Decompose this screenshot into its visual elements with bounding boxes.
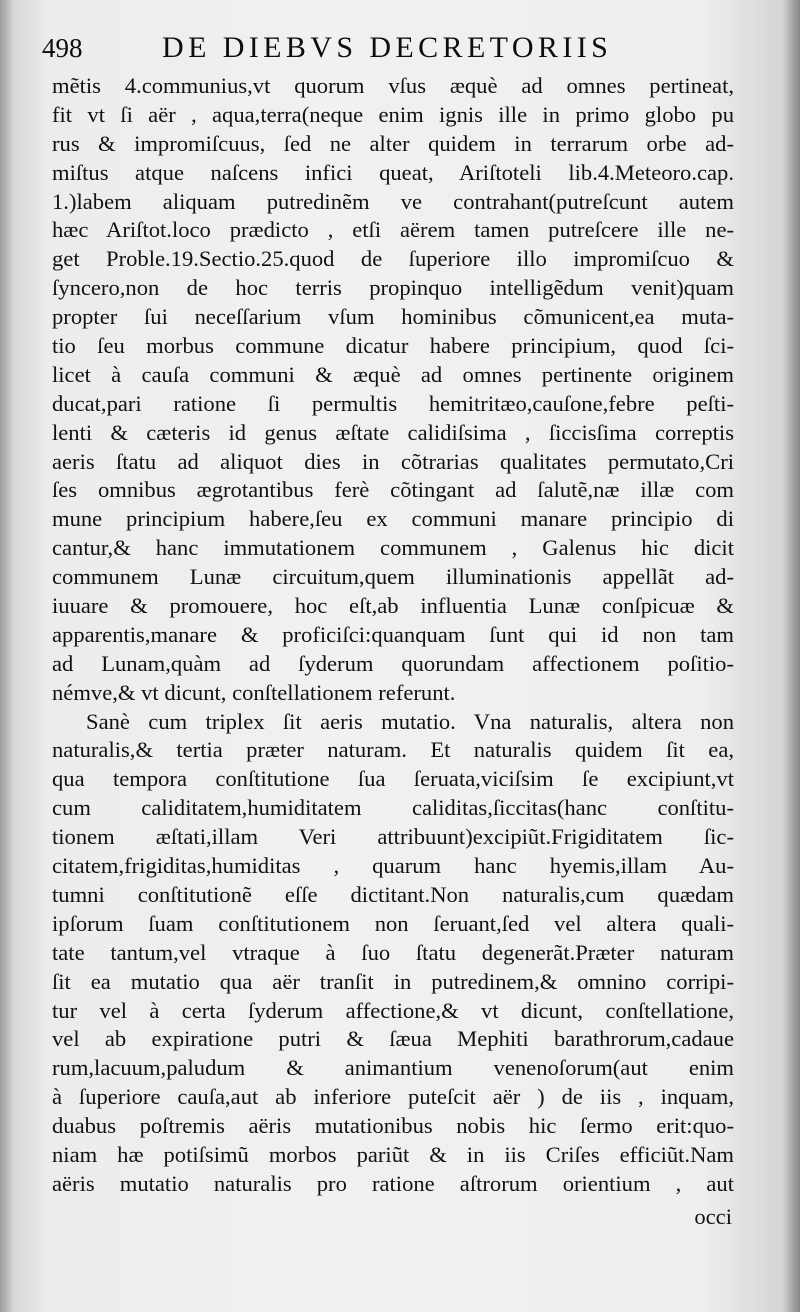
text-line: némve,& vt dicunt, conſtellationem referunt. [52, 679, 456, 705]
text-line: licet à cauſa communi & æquè ad omnes pertinente originem [52, 361, 734, 387]
text-line: aëris mutatio naturalis pro ratione aſtrorum orientium , aut [52, 1170, 734, 1196]
text-block [52, 72, 734, 1199]
catchword: occi [694, 1204, 732, 1229]
text-line: mune principium habere,ſeu ex communi manare principio di [52, 506, 734, 532]
running-title: DE DIEBVS DECRETORIIS [162, 31, 613, 64]
edge-shadow [782, 0, 800, 1312]
text-line: ſes omnibus ægrotantibus ferè cõtingant ad ſalutẽ,næ illæ com [52, 477, 734, 503]
text-line: ducat,pari ratione ſi permultis hemitritæo,cauſone,febre peſti- [52, 390, 734, 416]
text-line: get Proble.19.Sectio.25.quod de ſuperiore illo impromiſcuo & [52, 246, 734, 272]
paragraph-2 [52, 708, 734, 1199]
text-line: à ſuperiore cauſa,aut ab inferiore puteſcit aër ) de iis , inquam, [52, 1084, 734, 1110]
text-line: aeris ſtatu ad aliquot dies in cõtrarias qualitates permutato,Cri [52, 448, 734, 474]
text-line: tumni conſtitutionẽ eſſe dictitant.Non naturalis,cum quædam [52, 881, 734, 907]
text-line: 1.)labem aliquam putredinẽm ve contrahant(putreſcunt autem [52, 188, 734, 214]
running-head [42, 30, 742, 70]
text-line: rum,lacuum,paludum & animantium venenoſorum(aut enim [52, 1055, 734, 1081]
text-line: tate tantum,vel vtraque à ſuo ſtatu degenerãt.Præter naturam [52, 939, 734, 965]
text-line: propter ſui neceſſarium vſum hominibus cõmunicent,ea muta- [52, 304, 734, 330]
text-line: vel ab expiratione putri & ſæua Mephiti barathrorum,cadaue [52, 1026, 734, 1052]
gutter-shadow [0, 0, 14, 1312]
text-line: qua tempora conſtitutione ſua ſeruata,viciſsim ſe excipiunt,vt [52, 766, 734, 792]
text-line: tio ſeu morbus commune dicatur habere principium, quod ſci- [52, 333, 734, 359]
text-line: tur vel à certa ſyderum affectione,& vt dicunt, conſtellatione, [52, 997, 734, 1023]
text-line: rus & impromiſcuus, ſed ne alter quidem in terrarum orbe ad- [52, 130, 734, 156]
text-line: citatem,frigiditas,humiditas , quarum hanc hyemis,illam Au- [52, 853, 734, 879]
text-line: ſit ea mutatio qua aër tranſit in putredinem,& omnino corripi- [52, 968, 734, 994]
text-line: niam hæ potiſsimũ morbos pariũt & in iis Criſes efficiũt.Nam [52, 1141, 734, 1167]
text-line: ipſorum ſuam conſtitutionem non ſeruant,ſed vel altera quali- [52, 910, 734, 936]
text-line: duabus poſtremis aëris mutationibus nobis hic ſermo erit:quo- [52, 1113, 734, 1139]
paragraph-1 [52, 72, 734, 708]
text-line: miſtus atque naſcens infici queat, Ariſtoteli lib.4.Meteoro.cap. [52, 159, 734, 185]
page-number: 498 [42, 33, 83, 63]
text-line: apparentis,manare & proficiſci:quanquam ſunt qui id non tam [52, 621, 734, 647]
text-line: lenti & cæteris id genus æſtate calidiſsima , ſiccisſima correptis [52, 419, 734, 445]
text-line: ſyncero,non de hoc terris propinquo intelligẽdum venit)quam [52, 275, 734, 301]
text-line: cum caliditatem,humiditatem caliditas,ſiccitas(hanc conſtitu- [52, 795, 734, 821]
text-line: cantur,& hanc immutationem communem , Galenus hic dicit [52, 535, 734, 561]
text-line: tionem æſtati,illam Veri attribuunt)excipiũt.Frigiditatem ſic- [52, 824, 734, 850]
text-line: Sanè cum triplex ſit aeris mutatio. Vna naturalis, altera non [86, 708, 734, 734]
text-line: iuuare & promouere, hoc eſt,ab influentia Lunæ conſpicuæ & [52, 593, 734, 619]
text-line: mẽtis 4.communius,vt quorum vſus æquè ad omnes pertineat, [52, 73, 734, 98]
text-line: naturalis,& tertia præter naturam. Et naturalis quidem ſit ea, [52, 737, 734, 763]
text-line: hæc Ariſtot.loco prædicto , etſi aërem tamen putreſcere ille ne- [52, 217, 734, 243]
text-line: ad Lunam,quàm ad ſyderum quorundam affectionem poſitio- [52, 650, 734, 676]
text-line: communem Lunæ circuitum,quem illuminationis appellãt ad- [52, 564, 734, 590]
text-line: fit vt ſi aër , aqua,terra(neque enim ignis ille in primo globo pu [52, 101, 734, 127]
